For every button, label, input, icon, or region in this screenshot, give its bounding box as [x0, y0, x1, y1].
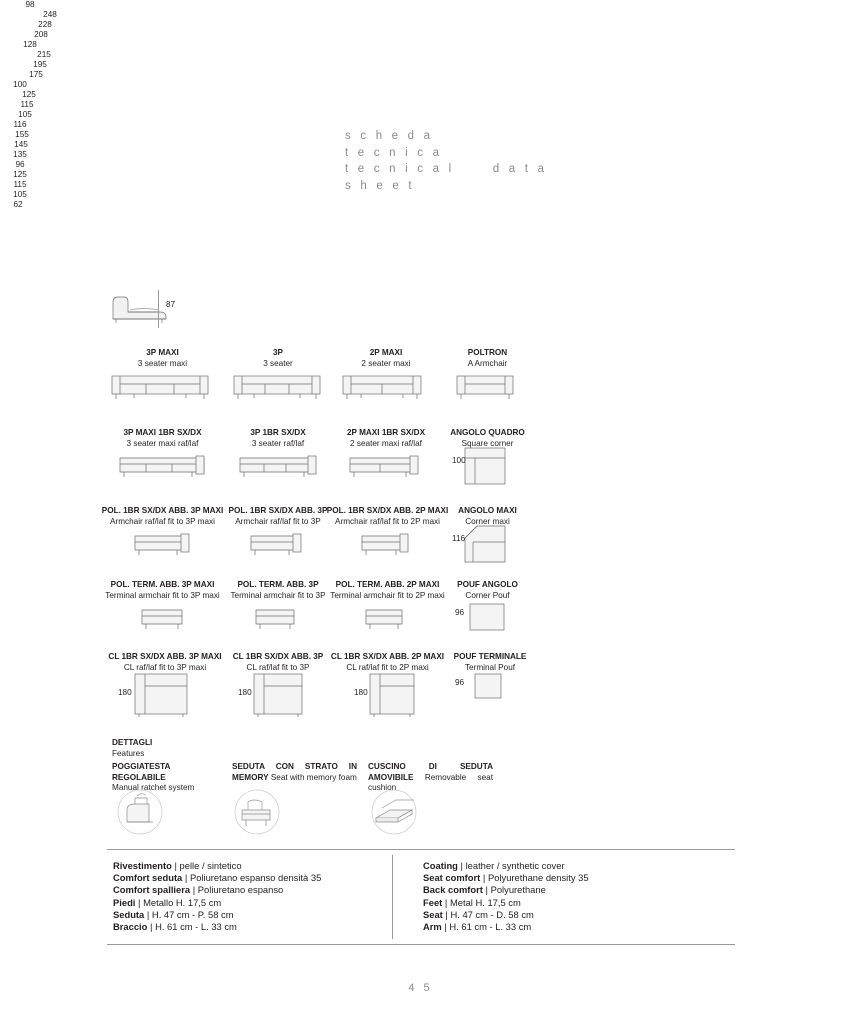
- figure-desc: Armchair raf/laf fit to 3P maxi: [110, 516, 215, 526]
- figure-width: 125: [22, 90, 36, 99]
- figure-caption: [330, 348, 442, 369]
- figure-3p-1arm: [238, 452, 318, 485]
- page-number: 4 5: [408, 982, 433, 994]
- figure-code: POL. 1BR SX/DX ABB. 3P MAXI: [101, 506, 224, 515]
- spec-label: Piedi: [113, 896, 136, 908]
- details-title-en: Features: [112, 748, 145, 758]
- side-profile-height: 87: [166, 300, 176, 309]
- figure-desc: Terminal armchair fit to 2P maxi: [330, 590, 445, 600]
- figure-width: 62: [13, 200, 23, 209]
- figure-side-profile: [110, 288, 200, 326]
- spec-list-english: [423, 860, 723, 933]
- figure-code: 3P: [272, 348, 283, 357]
- figure-code: ANGOLO MAXI: [458, 506, 517, 515]
- spec-label: Seat comfort: [423, 872, 481, 884]
- ratchet-headrest-illustration: [115, 788, 165, 841]
- figure-caption: [325, 652, 450, 673]
- figure-armchair-1arm-2pmaxi: [360, 530, 410, 563]
- figure-caption: [95, 580, 230, 601]
- figure-caption: [105, 348, 220, 369]
- spec-row: Rivestimento | pelle / sintetico: [113, 860, 242, 871]
- spec-label: Feet: [423, 896, 443, 908]
- figure-code: 3P MAXI 1BR SX/DX: [123, 428, 202, 437]
- detail-title-it: POGGIATESTA REGOLABILE: [112, 762, 171, 782]
- figure-height: 180: [118, 688, 132, 697]
- spec-label: Back comfort: [423, 884, 483, 896]
- details-section-title: [112, 738, 232, 759]
- spec-value: Polyurethane density 35: [487, 872, 589, 884]
- spec-bottom-rule: [107, 944, 735, 945]
- figure-code: POUF TERMINALE: [453, 652, 527, 661]
- figure-caption: [222, 348, 334, 369]
- figure-code: CL 1BR SX/DX ABB. 3P: [232, 652, 324, 661]
- figure-desc: Corner maxi: [465, 516, 510, 526]
- title-line-2: t e c n i c a: [345, 146, 443, 159]
- figure-armchair-1arm-3pmaxi: [133, 530, 191, 563]
- figure-desc: Terminal Pouf: [464, 662, 516, 672]
- figure-desc: Terminal armchair fit to 3P: [230, 590, 326, 600]
- spec-value: Metallo H. 17,5 cm: [143, 896, 222, 908]
- figure-desc: Square corner: [461, 438, 514, 448]
- figure-width: 125: [13, 170, 27, 179]
- figure-desc: CL raf/laf fit to 3P: [246, 662, 310, 672]
- spec-label: Seduta: [113, 908, 145, 920]
- detail-title-en: Seat with memory foam: [270, 772, 357, 782]
- spec-row: Braccio | H. 61 cm - L. 33 cm: [113, 921, 237, 933]
- figure-chaise-longue-2pmaxi: [368, 672, 416, 723]
- figure-armchair-1arm-3p: [249, 530, 303, 563]
- figure-2p-maxi-1arm: [348, 452, 420, 485]
- spec-value: Poliuretano espanso: [197, 884, 284, 896]
- figure-width: 115: [20, 100, 34, 109]
- figure-3p: [232, 372, 322, 407]
- details-title-it: DETTAGLI: [112, 738, 153, 747]
- figure-caption: [445, 652, 535, 673]
- figure-caption: [440, 348, 535, 369]
- figure-caption: [325, 580, 450, 601]
- side-profile-drawing: [110, 288, 200, 326]
- figure-corner-maxi: [463, 524, 507, 571]
- figure-caption: [218, 506, 338, 527]
- spec-value: H. 61 cm - L. 33 cm: [449, 921, 532, 933]
- figure-caption: [105, 428, 220, 449]
- spec-value: pelle / sintetico: [179, 860, 242, 871]
- figure-desc: CL raf/laf fit to 2P maxi: [346, 662, 429, 672]
- spec-value: H. 47 cm - P. 58 cm: [151, 908, 234, 920]
- figure-width: 175: [29, 70, 43, 79]
- spec-row: Back comfort | Polyurethane: [423, 884, 546, 896]
- figure-height: 96: [455, 608, 465, 617]
- figure-armchair: [455, 372, 515, 407]
- figure-code: ANGOLO QUADRO: [450, 428, 525, 437]
- figure-height: 116: [452, 534, 466, 543]
- figure-caption: [440, 580, 535, 601]
- spec-divider-rule: [392, 855, 393, 939]
- removable-cushion-illustration: [368, 788, 420, 841]
- figure-3p-maxi-1arm: [118, 452, 206, 485]
- spec-row: Coating | leather / synthetic cover: [423, 860, 565, 871]
- figure-code: 2P MAXI 1BR SX/DX: [346, 428, 426, 437]
- figure-desc: CL raf/laf fit to 3P maxi: [123, 662, 207, 672]
- figure-width: 135: [13, 150, 27, 159]
- height-leader-line: [158, 290, 159, 328]
- figure-desc: Armchair raf/laf fit to 3P: [235, 516, 321, 526]
- figure-width: 116: [13, 120, 27, 129]
- figure-terminal-armchair-3p: [254, 604, 296, 637]
- spec-row: Seduta | H. 47 cm - P. 58 cm: [113, 908, 234, 920]
- memory-foam-illustration: [232, 788, 282, 841]
- figure-width: 248: [43, 10, 57, 19]
- figure-desc: 3 seater maxi raf/laf: [126, 438, 199, 448]
- figure-code: 2P MAXI: [369, 348, 403, 357]
- figure-desc: Terminal armchair fit to 3P maxi: [105, 590, 220, 600]
- spec-top-rule: [107, 849, 735, 850]
- figure-chaise-longue-3pmaxi: [133, 672, 189, 723]
- title-line-4: s h e e t: [345, 179, 415, 192]
- figure-terminal-armchair-2pmaxi: [364, 604, 404, 637]
- figure-width: 228: [38, 20, 52, 29]
- figure-height: 180: [354, 688, 368, 697]
- figure-width: 96: [15, 160, 25, 169]
- spec-label: Arm: [423, 921, 442, 933]
- figure-desc: 2 seater maxi raf/laf: [350, 438, 422, 448]
- spec-label: Rivestimento: [113, 860, 172, 871]
- figure-desc: 3 seater maxi: [137, 358, 188, 368]
- spec-row: Piedi | Metallo H. 17,5 cm: [113, 896, 222, 908]
- figure-width: 208: [34, 30, 48, 39]
- figure-desc: A Armchair: [467, 358, 508, 368]
- spec-value: Poliuretano espanso densità 35: [189, 872, 322, 884]
- detail-title-en: Removable seat cushion: [368, 772, 493, 792]
- detail-title-en: Manual ratchet system: [112, 783, 195, 792]
- figure-code: 3P 1BR SX/DX: [250, 428, 306, 437]
- figure-height: 100: [452, 456, 466, 465]
- spec-label: Seat: [423, 908, 443, 920]
- detail-item-caption: [232, 762, 357, 783]
- spec-row: Feet | Metal H. 17,5 cm: [423, 896, 521, 908]
- figure-height: 96: [455, 678, 465, 687]
- figure-caption: [330, 428, 442, 449]
- spec-value: H. 47 cm - D. 58 cm: [450, 908, 534, 920]
- figure-square-corner: [463, 446, 507, 493]
- spec-row: Comfort spalliera | Poliuretano espanso: [113, 884, 284, 896]
- figure-caption: [100, 652, 230, 673]
- figure-width: 105: [18, 110, 32, 119]
- figure-chaise-longue-3p: [252, 672, 304, 723]
- figure-code: POUF ANGOLO: [457, 580, 518, 589]
- figure-width: 100: [13, 80, 27, 89]
- figure-code: 3P MAXI: [146, 348, 179, 357]
- detail-title-it: CUSCINO DI SEDUTA AMOVIBILE: [368, 762, 493, 782]
- side-profile-depth: 98: [25, 0, 35, 9]
- figure-code: POLTRON: [467, 348, 508, 357]
- spec-label: Coating: [423, 860, 458, 871]
- spec-label: Comfort seduta: [113, 872, 183, 884]
- figure-caption: [95, 506, 230, 527]
- spec-label: Comfort spalliera: [113, 884, 191, 896]
- figure-corner-pouf: [468, 602, 506, 637]
- spec-value: leather / synthetic cover: [465, 860, 565, 871]
- figure-code: CL 1BR SX/DX ABB. 3P MAXI: [108, 652, 222, 661]
- figure-desc: 2 seater maxi: [361, 358, 411, 368]
- figure-code: POL. TERM. ABB. 2P MAXI: [335, 580, 440, 589]
- title-line-1: s c h e d a: [345, 130, 434, 142]
- figure-code: POL. TERM. ABB. 3P: [237, 580, 319, 589]
- spec-row: Arm | H. 61 cm - L. 33 cm: [423, 921, 532, 933]
- spec-label: Braccio: [113, 921, 148, 933]
- figure-desc: Armchair raf/laf fit to 2P maxi: [335, 516, 440, 526]
- figure-code: POL. TERM. ABB. 3P MAXI: [110, 580, 215, 589]
- spec-row: Seat comfort | Polyurethane density 35: [423, 872, 589, 884]
- figure-width: 105: [13, 190, 27, 199]
- spec-row: Comfort seduta | Poliuretano espanso densità 35: [113, 872, 322, 884]
- figure-3p-maxi: [110, 372, 210, 407]
- figure-caption: [325, 506, 450, 527]
- figure-desc: 3 seater raf/laf: [251, 438, 305, 448]
- figure-width: 215: [37, 50, 51, 59]
- title-line-3: t e c n i c a l d a t a: [345, 163, 548, 175]
- spec-value: Metal H. 17,5 cm: [449, 896, 521, 908]
- spec-value: H. 61 cm - L. 33 cm: [155, 921, 237, 933]
- spec-value: Polyurethane: [490, 884, 546, 896]
- figure-width: 145: [14, 140, 28, 149]
- spec-row: Seat | H. 47 cm - D. 58 cm: [423, 908, 534, 920]
- figure-desc: 3 seater: [263, 358, 293, 368]
- figure-height: 180: [238, 688, 252, 697]
- figure-caption: [218, 580, 338, 601]
- figure-code: CL 1BR SX/DX ABB. 2P MAXI: [330, 652, 445, 661]
- figure-code: POL. 1BR SX/DX ABB. 3P: [228, 506, 328, 515]
- figure-terminal-armchair-3pmaxi: [140, 604, 184, 637]
- figure-desc: Corner Pouf: [465, 590, 510, 600]
- figure-width: 195: [33, 60, 47, 69]
- figure-terminal-pouf: [473, 672, 503, 707]
- figure-caption: [222, 428, 334, 449]
- figure-caption: [218, 652, 338, 673]
- detail-title-it: SEDUTA CON STRATO IN MEMORY: [232, 762, 357, 782]
- figure-2p-maxi: [341, 372, 423, 407]
- figure-code: POL. 1BR SX/DX ABB. 2P MAXI: [326, 506, 449, 515]
- figure-width: 128: [23, 40, 37, 49]
- spec-list-italian: [113, 860, 383, 933]
- figure-width: 115: [13, 180, 27, 189]
- figure-width: 155: [15, 130, 29, 139]
